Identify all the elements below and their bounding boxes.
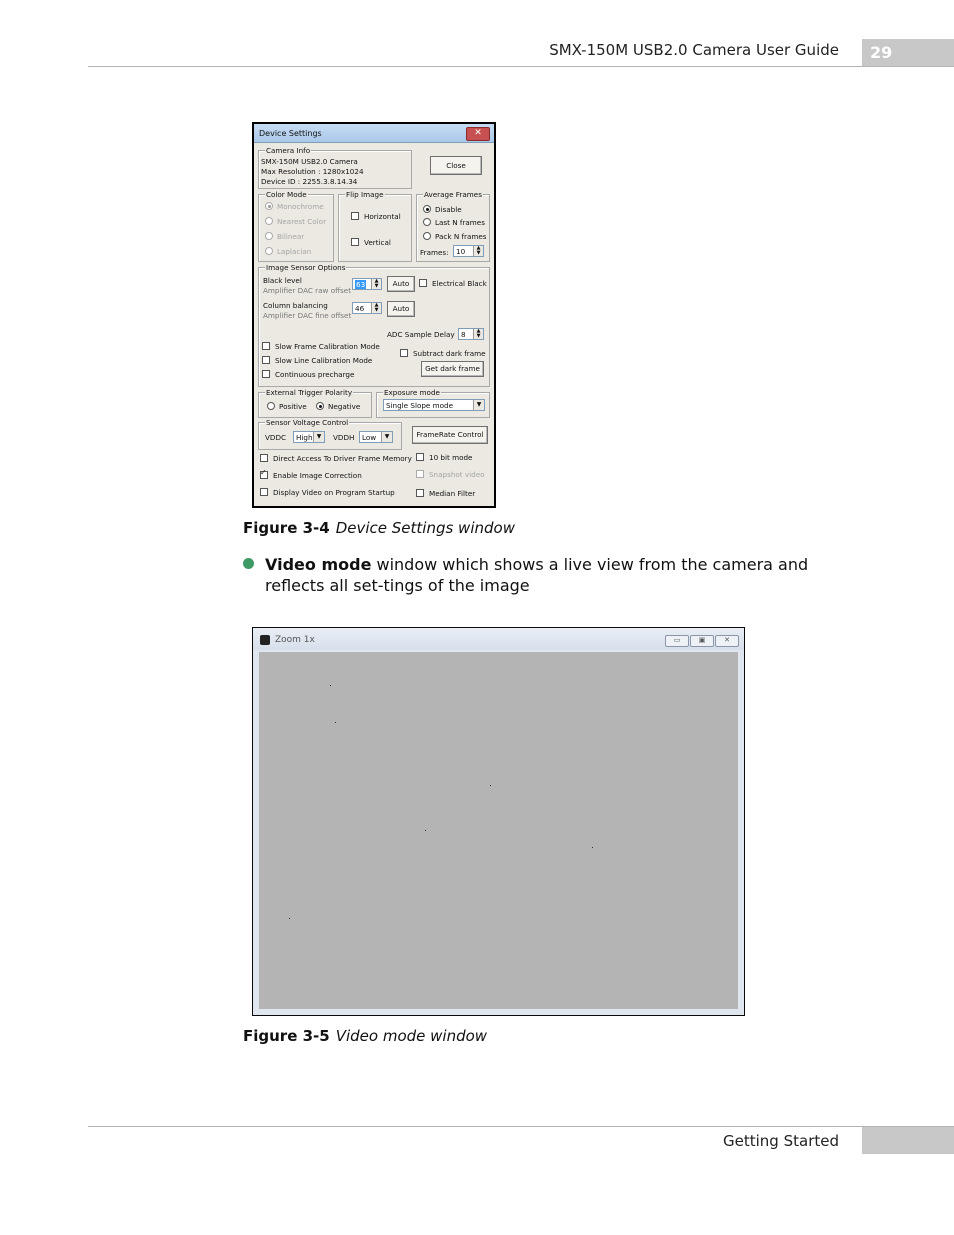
camera-info-device-id: Device ID : 2255.3.8.14.34 <box>261 177 358 186</box>
color-mode-bilinear[interactable]: Bilinear <box>265 232 304 241</box>
vddc-label: VDDC <box>265 433 287 442</box>
column-balancing-value: 46 <box>355 304 365 313</box>
dialog-title: Device Settings <box>259 129 322 138</box>
vddh-select[interactable] <box>359 431 393 443</box>
trigger-polarity-group <box>258 388 372 418</box>
figure-4-text: Device Settings window <box>335 519 515 537</box>
figure-5-text: Video mode window <box>335 1027 488 1045</box>
avg-last-n-radio[interactable]: Last N frames <box>423 218 485 227</box>
checkbox-icon <box>260 454 268 462</box>
figure-4-number: Figure 3-4 <box>243 519 330 537</box>
black-level-spinner[interactable] <box>352 278 382 290</box>
checkbox-icon <box>260 488 268 496</box>
checkbox-icon <box>351 238 359 246</box>
app-icon <box>260 635 270 645</box>
trigger-polarity-label: External Trigger Polarity <box>266 388 353 397</box>
spin-arrows-icon[interactable]: ▲ ▼ <box>371 303 381 313</box>
maximize-icon[interactable]: ▣ <box>690 635 714 647</box>
column-balancing-label: Column balancing <box>263 301 328 310</box>
chevron-down-icon[interactable]: ▼ <box>473 400 484 410</box>
video-window-frame <box>253 628 744 1015</box>
bullet-icon <box>243 558 254 569</box>
radio-icon <box>265 247 273 255</box>
column-balancing-spinner[interactable] <box>352 302 382 314</box>
slow-frame-checkbox[interactable]: Slow Frame Calibration Mode <box>262 342 380 351</box>
checkbox-icon <box>416 453 424 461</box>
color-mode-laplacian[interactable]: Laplacian <box>265 247 311 256</box>
enable-correction-checkbox[interactable]: ✓Enable Image Correction <box>260 471 362 480</box>
subtract-dark-checkbox[interactable]: Subtract dark frame <box>400 349 486 358</box>
vddc-value: High <box>296 433 313 442</box>
pixel-speck <box>335 722 336 723</box>
color-mode-group <box>258 190 334 262</box>
pixel-speck <box>425 830 426 831</box>
live-video-view[interactable] <box>259 652 738 1009</box>
spin-arrows-icon[interactable]: ▲ ▼ <box>371 279 381 289</box>
slow-line-checkbox[interactable]: Slow Line Calibration Mode <box>262 356 372 365</box>
color-mode-nearest[interactable]: Nearest Color <box>265 217 326 226</box>
video-mode-window <box>252 627 745 1016</box>
adc-delay-value: 8 <box>461 330 466 339</box>
bullet-paragraph <box>265 554 855 596</box>
black-level-sublabel: Amplifier DAC raw offset <box>263 286 352 295</box>
sensor-voltage-group <box>258 418 402 450</box>
avg-pack-n-radio[interactable]: Pack N frames <box>423 232 487 241</box>
video-titlebar[interactable] <box>253 628 744 650</box>
radio-icon <box>423 232 431 240</box>
framerate-control-button[interactable]: FrameRate Control <box>412 426 488 444</box>
device-settings-dialog <box>252 122 496 508</box>
pixel-speck <box>330 685 331 686</box>
radio-icon <box>265 217 273 225</box>
camera-info-label: Camera Info <box>266 146 311 155</box>
checkbox-icon <box>419 279 427 287</box>
bullet-bold: Video mode <box>265 555 372 574</box>
color-mode-monochrome[interactable]: Monochrome <box>265 202 324 211</box>
camera-info-model: SMX-150M USB2.0 Camera <box>261 157 358 166</box>
running-header-title: SMX-150M USB2.0 Camera User Guide <box>549 41 839 59</box>
exposure-mode-select[interactable] <box>383 399 485 411</box>
radio-icon <box>265 202 273 210</box>
snapshot-video-checkbox[interactable]: Snapshot video <box>416 470 485 479</box>
footer-tab <box>862 1127 954 1154</box>
average-frames-group <box>416 190 490 262</box>
electrical-black-checkbox[interactable]: Electrical Black <box>419 279 487 288</box>
video-title: Zoom 1x <box>275 635 315 645</box>
flip-horizontal-checkbox[interactable]: Horizontal <box>351 212 401 221</box>
image-sensor-label: Image Sensor Options <box>266 263 346 272</box>
column-balancing-sublabel: Amplifier DAC fine offset <box>263 311 352 320</box>
checkbox-icon <box>351 212 359 220</box>
average-frames-label: Average Frames <box>424 190 482 199</box>
display-startup-checkbox[interactable]: Display Video on Program Startup <box>260 488 395 497</box>
close-icon[interactable]: ✕ <box>466 127 490 141</box>
black-level-label: Black level <box>263 276 302 285</box>
exposure-mode-label: Exposure mode <box>384 388 440 397</box>
checkbox-icon <box>262 342 270 350</box>
close-icon[interactable]: ✕ <box>715 635 739 647</box>
close-button[interactable]: Close <box>430 156 482 175</box>
radio-icon <box>423 218 431 226</box>
checkbox-icon <box>416 470 424 478</box>
chevron-down-icon[interactable]: ▼ <box>313 432 324 442</box>
trigger-positive-radio[interactable]: Positive <box>267 402 307 411</box>
frames-value: 10 <box>456 247 466 256</box>
adc-delay-spinner[interactable] <box>458 328 484 340</box>
black-level-auto-button[interactable]: Auto <box>387 276 415 292</box>
vddc-select[interactable] <box>293 431 325 443</box>
trigger-negative-radio[interactable]: Negative <box>316 402 360 411</box>
camera-info-resolution: Max Resolution : 1280x1024 <box>261 167 364 176</box>
figure-5-number: Figure 3-5 <box>243 1027 330 1045</box>
spin-arrows-icon[interactable]: ▲ ▼ <box>473 329 483 339</box>
continuous-precharge-checkbox[interactable]: Continuous precharge <box>262 370 354 379</box>
pixel-speck <box>289 918 290 919</box>
camera-info-group <box>258 146 412 189</box>
exposure-mode-group <box>376 388 490 418</box>
spin-arrows-icon[interactable]: ▲ ▼ <box>473 246 483 256</box>
pixel-speck <box>490 785 491 786</box>
adc-delay-label: ADC Sample Delay <box>387 330 455 339</box>
header-rule <box>88 66 954 67</box>
dialog-titlebar[interactable] <box>254 124 494 143</box>
get-dark-frame-button[interactable]: Get dark frame <box>421 361 484 377</box>
sensor-voltage-label: Sensor Voltage Control <box>266 418 349 427</box>
color-mode-label: Color Mode <box>266 190 307 199</box>
radio-icon <box>423 205 431 213</box>
device-settings-body <box>254 124 494 506</box>
frames-spinner[interactable] <box>453 245 484 257</box>
vddh-value: Low <box>362 433 377 442</box>
ten-bit-checkbox[interactable]: 10 bit mode <box>416 453 472 462</box>
image-sensor-group <box>258 263 490 387</box>
bullet-body: window which shows a live view from the camera and reflects all set-tings of the image <box>265 555 809 595</box>
minimize-icon[interactable]: ▭ <box>665 635 689 647</box>
footer-rule <box>88 1126 954 1127</box>
page-number: 29 <box>862 39 954 67</box>
avg-disable-radio[interactable]: Disable <box>423 205 462 214</box>
direct-access-checkbox[interactable]: Direct Access To Driver Frame Memory <box>260 454 412 463</box>
radio-icon <box>316 402 324 410</box>
pixel-speck <box>592 847 593 848</box>
checkbox-icon <box>400 349 408 357</box>
vddh-label: VDDH <box>333 433 355 442</box>
flip-vertical-checkbox[interactable]: Vertical <box>351 238 391 247</box>
checkbox-icon <box>262 356 270 364</box>
radio-icon <box>267 402 275 410</box>
chevron-down-icon[interactable]: ▼ <box>381 432 392 442</box>
figure-5-caption <box>243 1027 487 1045</box>
checkbox-icon <box>260 471 268 479</box>
column-auto-button[interactable]: Auto <box>387 301 415 317</box>
footer-section: Getting Started <box>723 1132 839 1150</box>
figure-4-caption <box>243 519 515 537</box>
flip-image-group <box>338 190 412 262</box>
flip-image-label: Flip Image <box>346 190 384 199</box>
radio-icon <box>265 232 273 240</box>
median-filter-checkbox[interactable]: Median Filter <box>416 489 475 498</box>
checkbox-icon <box>262 370 270 378</box>
exposure-mode-value: Single Slope mode <box>386 401 453 410</box>
black-level-value: 63 <box>356 280 366 289</box>
checkbox-icon <box>416 489 424 497</box>
frames-label: Frames: <box>420 248 449 257</box>
